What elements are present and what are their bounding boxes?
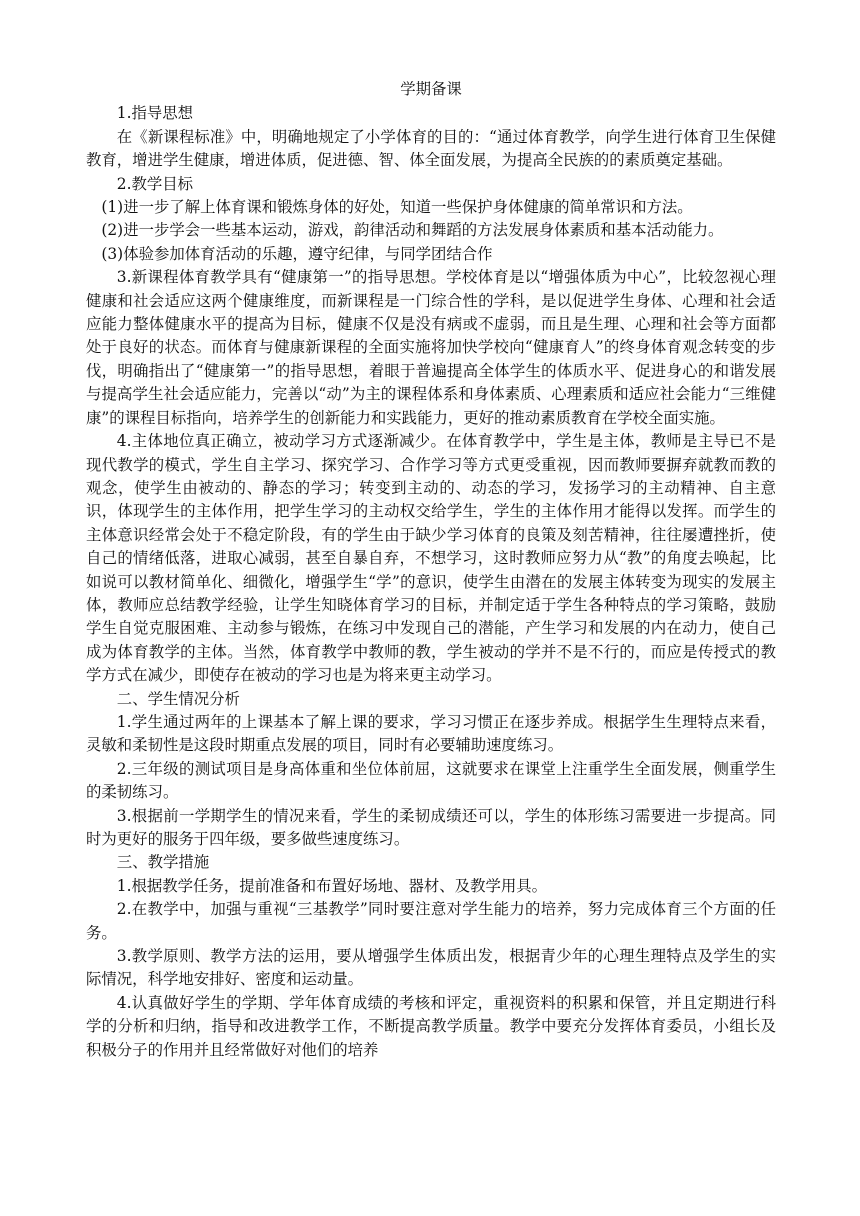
paragraph: 3.根据前一学期学生的情况来看，学生的柔韧成绩还可以，学生的体形练习需要进一步提高。同时为更好的服务于四年级，要多做些速度练习。: [86, 806, 776, 848]
paragraph: 1.学生通过两年的上课基本了解上课的要求，学习习惯正在逐步养成。根据学生生理特点来看，灵敏和柔韧性是这段时期重点发展的项目，同时有必要辅助速度练习。: [86, 712, 776, 755]
document-title: 学期备课: [400, 80, 462, 98]
heading-teaching-measures: 三、教学措施: [116, 853, 210, 872]
paragraph: 在《新课程标准》中，明确地规定了小学体育的目的：“通过体育教学，向学生进行体育卫生保健教育，增进学生健康，增进体质，促进德、智、体全面发展，为提高全民族的的素质奠定基础。: [86, 127, 776, 170]
paragraph: 3.教学原则、教学方法的运用，要从增强学生体质出发，根据青少年的心理生理特点及学生的实际情况，科学地安排好、密度和运动量。: [86, 947, 776, 989]
paragraph: 2.三年级的测试项目是身高体重和坐位体前屈，这就要求在课堂上注重学生全面发展，侧重学生的柔韧练习。: [86, 759, 776, 802]
paragraph: 2.在教学中，加强与重视“三基教学”同时要注意对学生能力的培养，努力完成体育三个方面的任务。: [86, 900, 776, 942]
goal-item: (1)进一步了解上体育课和锻炼身体的好处，知道一些保护身体健康的简单常识和方法。: [101, 198, 693, 217]
document-page: [86, 78, 776, 1062]
goal-item: (3)体验参加体育活动的乐趣，遵守纪律，与同学团结合作: [101, 244, 493, 263]
paragraph: 4.认真做好学生的学期、学年体育成绩的考核和评定，重视资料的积累和保管，并且定期进行科学的分析和归纳，指导和改进教学工作，不断提高教学质量。教学中要充分发挥体育委员，小组长及积极分子的作用并且经常做好对他们的培养: [86, 993, 776, 1059]
paragraph: 3.新课程体育教学具有“健康第一”的指导思想。学校体育是以“增强体质为中心”，比较忽视心理健康和社会适应这两个健康维度，而新课程是一门综合性的学科，是以促进学生身体、心理和社会适应能力整体健康水平的提高为目标，健康不仅是没有病或不虚弱，而且是生理、心理和社会等方面都处于良好的状态。而体育与健康新课程的全面实施将加快学校向“健康育人”的终身体育观念转变的步伐，明确指出了“健康第一”的指导思想，着眼于普遍提高全体学生的体质水平、促进身心的和谐发展与提高学生社会适应能力，完善以“动”为主的课程体系和身体素质、心理素质和适应社会能力“三维健康”的课程目标指向，培养学生的创新能力和实践能力，更好的推动素质教育在学校全面实施。: [86, 268, 776, 427]
goal-item: (2)进一步学会一些基本运动，游戏，韵律活动和舞蹈的方法发展身体素质和基本活动能力。: [101, 221, 724, 240]
heading-guiding-thought: 1.指导思想: [116, 104, 194, 123]
heading-student-analysis: 二、学生情况分析: [116, 689, 240, 708]
paragraph: 4.主体地位真正确立，被动学习方式逐渐减少。在体育教学中，学生是主体，教师是主导已不是现代教学的模式，学生自主学习、探究学习、合作学习等方式更受重视，因而教师要摒弃就教而教的观念，使学生由被动的、静态的学习；转变到主动的、动态的学习，发扬学习的主动精神、自主意识，体现学生的主体作用，把学生学习的主动权交给学生，学生的主体作用才能得以发挥。而学生的主体意识经常会处于不稳定阶段，有的学生由于缺少学习体育的良策及刻苦精神，往往屡遭挫折，使自己的情绪低落，进取心减弱，甚至自暴自弃，不想学习，这时教师应努力从“教”的角度去唤起，比如说可以教材简单化、细微化，增强学生“学”的意识，使学生由潜在的发展主体转变为现实的发展主体，教师应总结教学经验，让学生知晓体育学习的目标，并制定适于学生各种特点的学习策略，鼓励学生自觉克服困难、主动参与锻炼，在练习中发现自己的潜能，产生学习和发展的内在动力，使自己成为体育教学的主体。当然，体育教学中教师的教，学生被动的学并不是不行的，而应是传授式的教学方式在减少，即使存在被动的学习也是为将来更主动学习。: [86, 432, 776, 685]
paragraph: 1.根据教学任务，提前准备和布置好场地、器材、及教学用具。: [116, 876, 548, 895]
heading-teaching-goals: 2.教学目标: [116, 174, 194, 193]
